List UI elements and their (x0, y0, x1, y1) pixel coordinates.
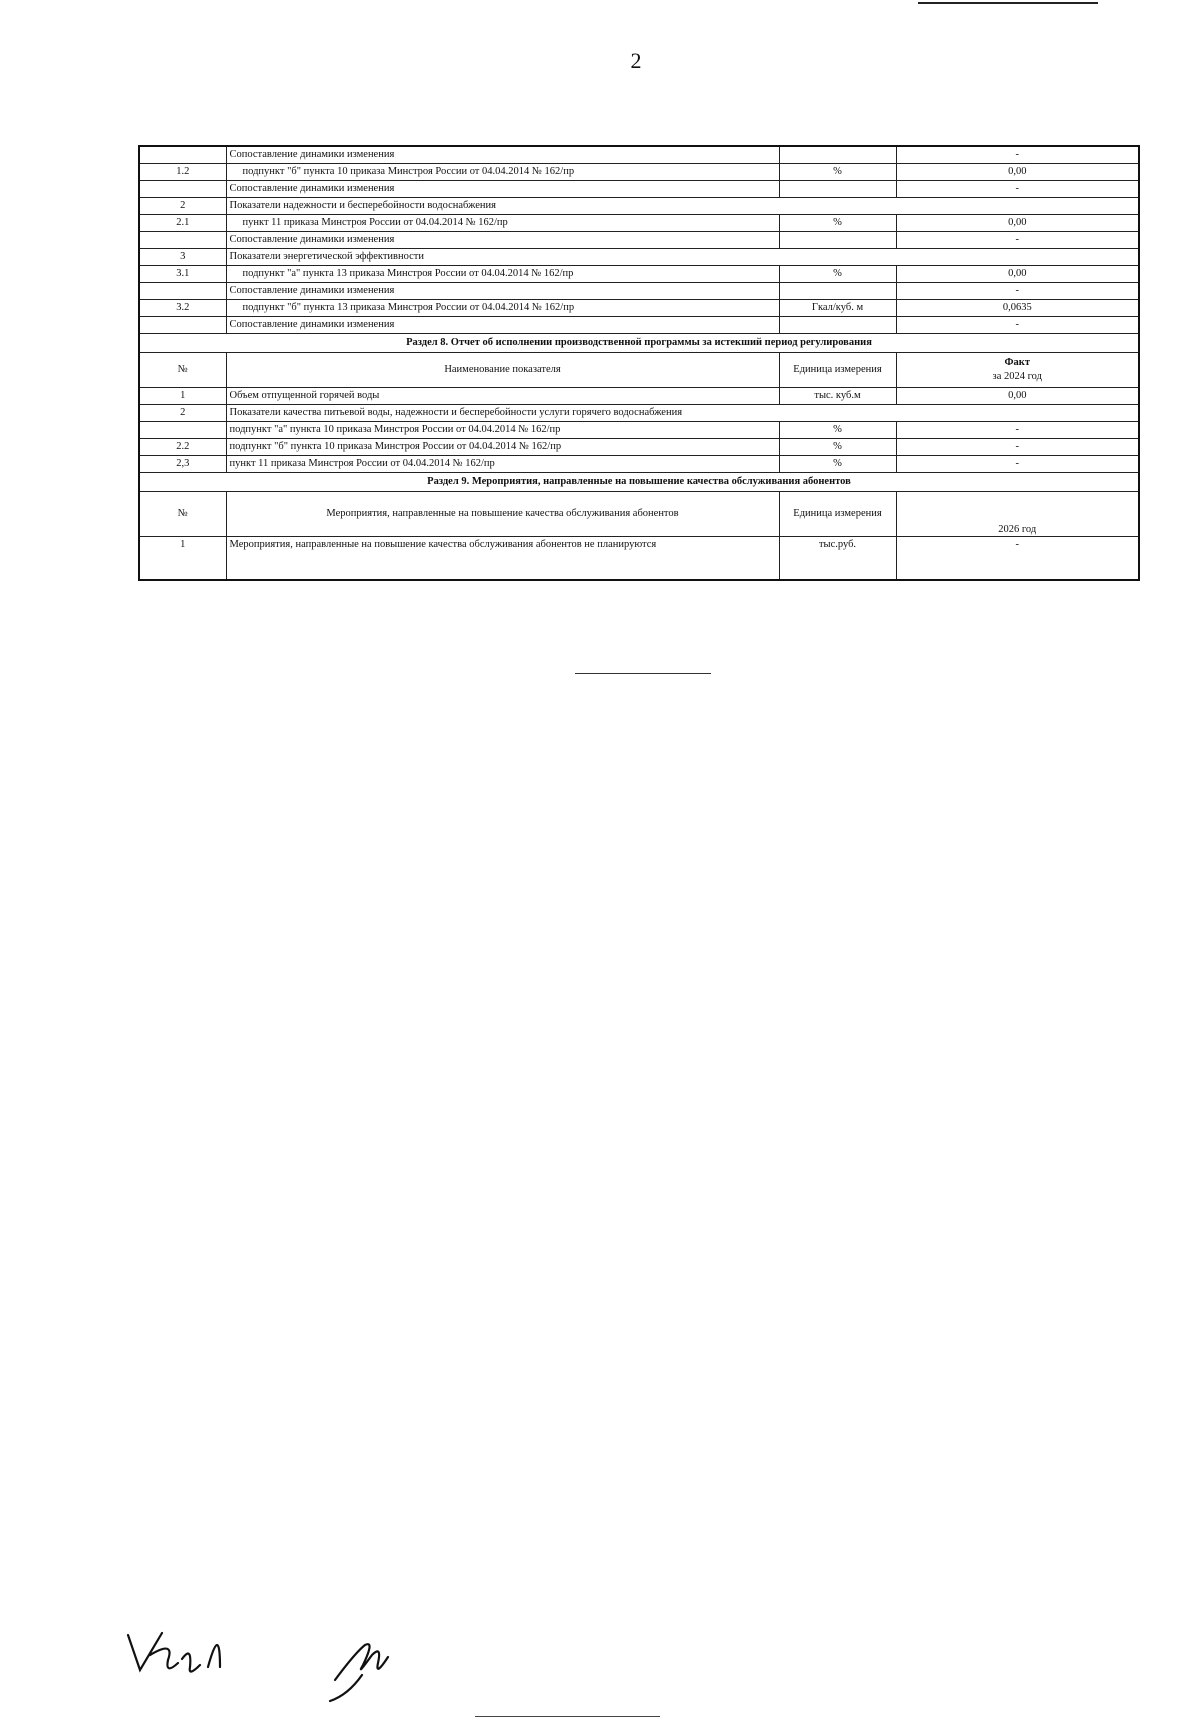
row-number: 2,3 (139, 456, 226, 473)
table-row (139, 146, 1139, 164)
section-8-title-row (139, 334, 1139, 353)
header-name: Мероприятия, направленные на повышение качества обслуживания абонентов (226, 492, 779, 537)
row-unit: % (779, 215, 896, 232)
section-9 (139, 473, 1139, 537)
row-number (139, 146, 226, 164)
row-value: - (896, 232, 1139, 249)
row-unit: % (779, 266, 896, 283)
section-8-rows (139, 388, 1139, 473)
row-value: - (896, 422, 1139, 439)
row-value: - (896, 146, 1139, 164)
handwritten-signatures (120, 1615, 450, 1705)
table-row (139, 405, 1139, 422)
row-value: 0,00 (896, 266, 1139, 283)
row-unit (779, 181, 896, 198)
table-row (139, 164, 1139, 181)
indicators-table (138, 145, 1140, 581)
header-unit: Единица измерения (779, 492, 896, 537)
row-name: Сопоставление динамики изменения (226, 181, 779, 198)
row-number: 1 (139, 388, 226, 405)
page-number: 2 (630, 48, 642, 73)
row-value: 0,00 (896, 388, 1139, 405)
row-value: - (896, 456, 1139, 473)
row-value: 0,0635 (896, 300, 1139, 317)
row-number: 2.1 (139, 215, 226, 232)
top-edge-rule (918, 2, 1098, 4)
row-name: Показатели надежности и бесперебойности водоснабжения (226, 198, 1139, 215)
row-number: 1 (139, 537, 226, 581)
row-name: Сопоставление динамики изменения (226, 317, 779, 334)
row-value: - (896, 181, 1139, 198)
row-number (139, 283, 226, 300)
row-value: - (896, 439, 1139, 456)
table-row (139, 456, 1139, 473)
row-name: Показатели качества питьевой воды, надежности и бесперебойности услуги горячего водоснабжения (226, 405, 1139, 422)
row-number: 2 (139, 405, 226, 422)
row-unit (779, 283, 896, 300)
row-name: Объем отпущенной горячей воды (226, 388, 779, 405)
row-name: подпункт "б" пункта 13 приказа Минстроя России от 04.04.2014 № 162/пр (226, 300, 779, 317)
row-number (139, 232, 226, 249)
row-unit: % (779, 439, 896, 456)
row-name: Сопоставление динамики изменения (226, 146, 779, 164)
row-number: 1.2 (139, 164, 226, 181)
row-number: 3.2 (139, 300, 226, 317)
section-8 (139, 334, 1139, 388)
row-name: Показатели энергетической эффективности (226, 249, 1139, 266)
header-year: 2026 год (896, 492, 1139, 537)
header-num: № (139, 353, 226, 388)
row-name: подпункт "а" пункта 13 приказа Минстроя России от 04.04.2014 № 162/пр (226, 266, 779, 283)
row-unit: тыс.руб. (779, 537, 896, 581)
row-name: пункт 11 приказа Минстроя России от 04.04.2014 № 162/пр (226, 215, 779, 232)
header-name: Наименование показателя (226, 353, 779, 388)
table-row (139, 215, 1139, 232)
row-name: пункт 11 приказа Минстроя России от 04.04.2014 № 162/пр (226, 456, 779, 473)
table-row (139, 283, 1139, 300)
row-value: 0,00 (896, 215, 1139, 232)
row-unit (779, 232, 896, 249)
indicators-table-top-rows (139, 146, 1139, 334)
row-name: подпункт "б" пункта 10 приказа Минстроя России от 04.04.2014 № 162/пр (226, 439, 779, 456)
row-value: - (896, 317, 1139, 334)
header-unit: Единица измерения (779, 353, 896, 388)
table-row (139, 232, 1139, 249)
row-name: Сопоставление динамики изменения (226, 232, 779, 249)
section-9-title: Раздел 9. Мероприятия, направленные на повышение качества обслуживания абонентов (139, 473, 1139, 492)
section-8-title: Раздел 8. Отчет об исполнении производственной программы за истекший период регулирования (139, 334, 1139, 353)
table-row (139, 422, 1139, 439)
row-number (139, 317, 226, 334)
table-row (139, 439, 1139, 456)
signature-right (330, 1644, 388, 1701)
row-name: подпункт "а" пункта 10 приказа Минстроя России от 04.04.2014 № 162/пр (226, 422, 779, 439)
row-unit: % (779, 164, 896, 181)
table-row (139, 317, 1139, 334)
row-number: 2.2 (139, 439, 226, 456)
row-number (139, 181, 226, 198)
row-name: Сопоставление динамики изменения (226, 283, 779, 300)
signature-baseline-rule (475, 1716, 660, 1717)
row-number: 3 (139, 249, 226, 266)
header-num: № (139, 492, 226, 537)
table-row (139, 537, 1139, 581)
header-fact (896, 353, 1139, 388)
section-9-header-row (139, 492, 1139, 537)
row-unit: % (779, 422, 896, 439)
row-number: 2 (139, 198, 226, 215)
table-row (139, 198, 1139, 215)
row-unit (779, 317, 896, 334)
section-8-header-row (139, 353, 1139, 388)
table-row (139, 249, 1139, 266)
table-row (139, 388, 1139, 405)
table-row (139, 181, 1139, 198)
table-row (139, 300, 1139, 317)
row-value: 0,00 (896, 164, 1139, 181)
header-fact-title: Факт (1004, 357, 1030, 369)
header-fact-period: за 2024 год (992, 371, 1042, 382)
signature-left (128, 1633, 220, 1672)
row-unit: Гкал/куб. м (779, 300, 896, 317)
row-number: 3.1 (139, 266, 226, 283)
row-unit: тыс. куб.м (779, 388, 896, 405)
row-value: - (896, 283, 1139, 300)
row-name: Мероприятия, направленные на повышение качества обслуживания абонентов не планируются (226, 537, 779, 581)
table-row (139, 266, 1139, 283)
signatures (120, 1615, 450, 1705)
row-unit: % (779, 456, 896, 473)
end-of-table-rule (575, 673, 711, 674)
section-9-rows (139, 537, 1139, 581)
row-unit (779, 146, 896, 164)
row-number (139, 422, 226, 439)
row-value: - (896, 537, 1139, 581)
section-9-title-row (139, 473, 1139, 492)
row-name: подпункт "б" пункта 10 приказа Минстроя России от 04.04.2014 № 162/пр (226, 164, 779, 181)
